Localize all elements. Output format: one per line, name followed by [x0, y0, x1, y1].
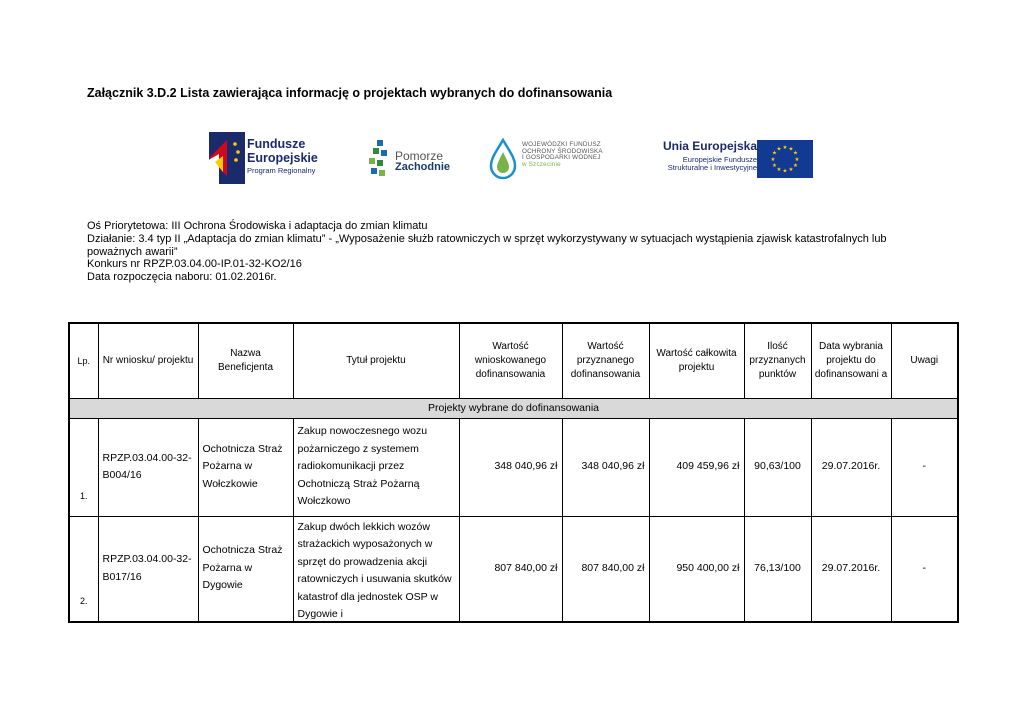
section-row — [69, 398, 958, 418]
fundusze-europejskie-emblem-icon — [205, 132, 245, 184]
logos-bar — [205, 130, 825, 186]
svg-text:★: ★ — [793, 150, 798, 157]
cell-data: 29.07.2016r. — [811, 516, 891, 622]
section-label: Projekty wybrane do dofinansowania — [69, 398, 958, 418]
wfos-line3: I GOSPODARKI WODNEJ — [522, 154, 601, 162]
svg-text:★: ★ — [794, 157, 800, 163]
cell-data: 29.07.2016r. — [811, 418, 891, 516]
pomorze-zachodnie-logo — [365, 130, 465, 186]
fe-logo-line2: Europejskie — [247, 150, 318, 165]
table-row — [69, 418, 958, 516]
cell-punkty: 90,63/100 — [744, 418, 811, 516]
cell-przyznana: 348 040,96 zł — [562, 418, 649, 516]
svg-text:★: ★ — [788, 167, 794, 173]
cell-nr: RPZP.03.04.00-32-B004/16 — [98, 418, 198, 516]
cell-lp: 2. — [69, 516, 98, 622]
fe-logo-line1: Fundusze — [247, 137, 306, 151]
wfos-line4: w Szczecinie — [522, 160, 561, 168]
svg-text:★: ★ — [782, 145, 788, 151]
header-nr: Nr wniosku/ projektu — [98, 323, 198, 398]
wfos-line1: WOJEWÓDZKI FUNDUSZ — [522, 141, 601, 148]
ue-logo-line1: Unia Europejska — [662, 139, 757, 153]
cell-uwagi: - — [891, 418, 958, 516]
projects-table — [68, 322, 959, 623]
water-drop-icon — [488, 138, 518, 180]
header-przyznana: Wartość przyznanego dofinansowania — [562, 323, 649, 398]
wfos-line2: OCHRONY ŚRODOWISKA — [522, 147, 603, 155]
svg-text:★: ★ — [788, 146, 794, 153]
header-beneficjent: Nazwa Beneficjenta — [198, 323, 293, 398]
svg-text:★: ★ — [776, 167, 782, 173]
svg-text:★: ★ — [776, 146, 782, 153]
cell-tytul: Zakup dwóch lekkich wozów strażackich wyposażonych w sprzęt do prowadzenia akcji ratowniczych i usuwania skutków katastrof dla jednostek OSP w Dygowie i — [297, 520, 452, 619]
call-info — [87, 220, 917, 284]
cell-lp: 1. — [69, 418, 98, 516]
header-punkty: Ilość przyznanych punktów — [744, 323, 811, 398]
measure: Działanie: 3.4 typ II „Adaptacja do zmian klimatu” - „Wyposażenie służb ratowniczych w sprzęt wykorzystywany w sytuacjach wystąpienia zjawisk katastrofalnych lub poważnych awarii” — [87, 232, 887, 258]
cell-beneficjent: Ochotnicza Straż Pożarna w Dygowie — [198, 516, 293, 622]
svg-text:★: ★ — [782, 168, 788, 175]
ue-logo-line3: Strukturalne i Inwestycyjne — [667, 163, 757, 173]
ue-logo-line2: Europejskie Fundusze — [682, 155, 757, 165]
priority-axis: Oś Priorytetowa: III Ochrona Środowiska i adaptacja do zmian klimatu — [87, 220, 428, 232]
cell-calkowita: 409 459,96 zł — [649, 418, 744, 516]
cell-przyznana: 807 840,00 zł — [562, 516, 649, 622]
svg-text:★: ★ — [772, 163, 777, 169]
unia-europejska-logo — [638, 130, 823, 186]
svg-text:★: ★ — [793, 163, 798, 169]
header-calkowita: Wartość całkowita projektu — [649, 323, 744, 398]
cell-wnioskowana: 348 040,96 zł — [459, 418, 562, 516]
pz-logo-line1: Pomorze — [395, 149, 444, 163]
header-lp: Lp. — [69, 323, 98, 398]
header-wnioskowana: Wartość wnioskowanego dofinansowania — [459, 323, 562, 398]
cell-wnioskowana: 807 840,00 zł — [459, 516, 562, 622]
cell-uwagi: - — [891, 516, 958, 622]
cell-punkty: 76,13/100 — [744, 516, 811, 622]
cell-calkowita: 950 400,00 zł — [649, 516, 744, 622]
header-data: Data wybrania projektu do dofinansowani a — [811, 323, 891, 398]
fe-logo-line3: Program Regionalny — [247, 166, 316, 175]
table-header-row — [69, 323, 958, 398]
competition-number: Konkurs nr RPZP.03.04.00-IP.01-32-KO2/16 — [87, 258, 302, 271]
header-uwagi: Uwagi — [891, 323, 958, 398]
call-start-date: Data rozpoczęcia naboru: 01.02.2016r. — [87, 271, 277, 284]
cell-tytul: Zakup nowoczesnego wozu pożarniczego z systemem radiokomunikacji przez Ochotniczą Straż Pożarną Wołczkowo — [293, 418, 459, 516]
cell-beneficjent: Ochotnicza Straż Pożarna w Wołczkowie — [198, 418, 293, 516]
pomorze-griffin-icon — [365, 138, 393, 182]
page-title: Załącznik 3.D.2 Lista zawierająca informację o projektach wybranych do dofinansowania — [87, 86, 613, 100]
table-row — [69, 516, 958, 622]
header-tytul: Tytuł projektu — [293, 323, 459, 398]
eu-flag-icon — [757, 140, 813, 178]
svg-text:★: ★ — [770, 157, 776, 163]
pz-logo-line2: Zachodnie — [395, 161, 451, 173]
wfos-logo — [488, 130, 623, 186]
cell-nr: RPZP.03.04.00-32-B017/16 — [98, 516, 198, 622]
fundusze-europejskie-logo — [205, 130, 345, 186]
svg-text:★: ★ — [772, 150, 777, 157]
